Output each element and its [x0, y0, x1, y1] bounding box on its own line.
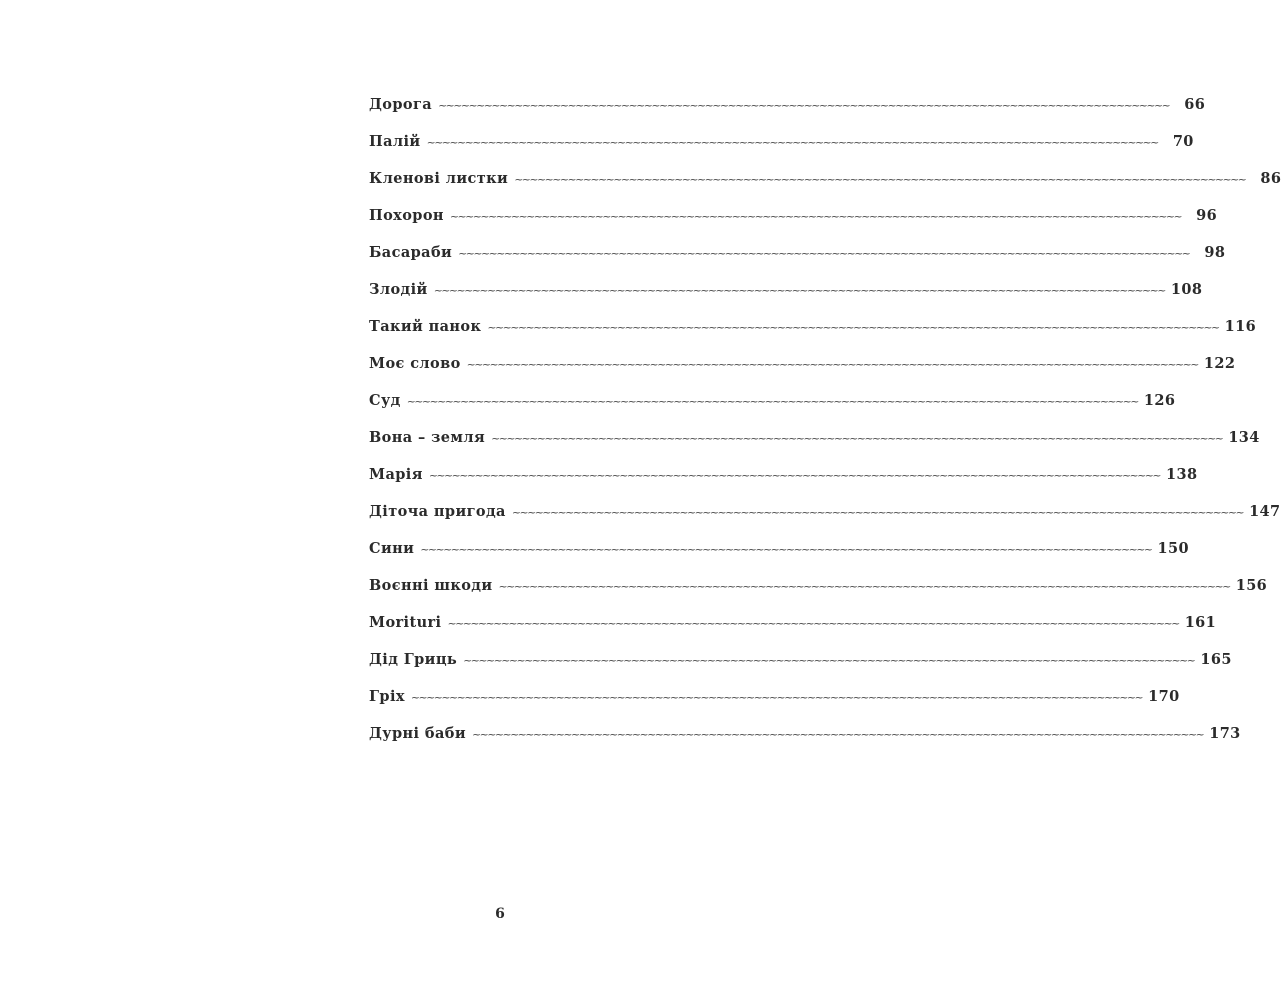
- toc-entry-page: 122: [1203, 355, 1236, 372]
- toc-entry-title: Басараби: [369, 244, 453, 261]
- toc-entry-title: Палій: [369, 133, 421, 150]
- toc-entry-title: Дід Гриць: [369, 651, 458, 668]
- toc-entry-page: 150: [1157, 540, 1189, 557]
- toc-entry-page: 98: [1204, 244, 1226, 261]
- toc-entry-leader: ~~~~~~~~~~~~~~~~~~~~~~~~~~~~~~~~~~~~~~~~~~~~~~~~~~~~~~~~~~~~~~~~~~~~~~~~~~~~~~~~~~~~~~~~~~~~~~~~: [447, 617, 1179, 630]
- toc-entry-leader: ~~~~~~~~~~~~~~~~~~~~~~~~~~~~~~~~~~~~~~~~~~~~~~~~~~~~~~~~~~~~~~~~~~~~~~~~~~~~~~~~~~~~~~~~~~~~~~~~: [471, 728, 1204, 741]
- toc-entry: [369, 604, 1217, 641]
- table-of-contents: [369, 86, 1281, 752]
- toc-entry-leader: ~~~~~~~~~~~~~~~~~~~~~~~~~~~~~~~~~~~~~~~~~~~~~~~~~~~~~~~~~~~~~~~~~~~~~~~~~~~~~~~~~~~~~~~~~~~~~~~~: [463, 654, 1195, 667]
- toc-entry-page: 116: [1224, 318, 1257, 335]
- toc-entry-title: Похорон: [369, 207, 444, 224]
- toc-entry-title: Діточа пригода: [369, 503, 506, 520]
- toc-entry: [369, 567, 1268, 604]
- toc-entry: [369, 530, 1189, 567]
- toc-entry-page: 134: [1228, 429, 1260, 446]
- toc-entry-title: Моє слово: [369, 355, 461, 372]
- toc-entry: [369, 493, 1281, 530]
- toc-entry-leader: ~~~~~~~~~~~~~~~~~~~~~~~~~~~~~~~~~~~~~~~~~~~~~~~~~~~~~~~~~~~~~~~~~~~~~~~~~~~~~~~~~~~~~~~~~~~~~~~~: [420, 543, 1152, 556]
- toc-entry: [369, 234, 1226, 271]
- toc-entry-page: 161: [1184, 614, 1217, 631]
- toc-entry-leader: ~~~~~~~~~~~~~~~~~~~~~~~~~~~~~~~~~~~~~~~~~~~~~~~~~~~~~~~~~~~~~~~~~~~~~~~~~~~~~~~~~~~~~~~~~~~~~~~~: [426, 136, 1158, 149]
- toc-entry: [369, 641, 1232, 678]
- toc-entry-title: Марія: [369, 466, 423, 483]
- toc-entry-page: 156: [1235, 577, 1268, 594]
- toc-entry: [369, 715, 1241, 752]
- toc-entry-title: Суд: [369, 392, 401, 409]
- toc-entry-leader: ~~~~~~~~~~~~~~~~~~~~~~~~~~~~~~~~~~~~~~~~~~~~~~~~~~~~~~~~~~~~~~~~~~~~~~~~~~~~~~~~~~~~~~~~~~~~~~~~: [438, 99, 1170, 112]
- toc-entry-title: Злодій: [369, 281, 428, 298]
- toc-entry: [369, 271, 1203, 308]
- toc-entry: [369, 345, 1236, 382]
- toc-entry-page: 86: [1260, 170, 1281, 187]
- toc-entry: [369, 123, 1194, 160]
- toc-entry-page: 66: [1184, 96, 1206, 113]
- toc-entry-title: Сини: [369, 540, 415, 557]
- toc-entry-leader: ~~~~~~~~~~~~~~~~~~~~~~~~~~~~~~~~~~~~~~~~~~~~~~~~~~~~~~~~~~~~~~~~~~~~~~~~~~~~~~~~~~~~~~~~~~~~~~~~: [449, 210, 1182, 223]
- toc-entry-page: 108: [1170, 281, 1203, 298]
- toc-entry-title: Morituri: [369, 614, 442, 631]
- toc-entry: [369, 419, 1260, 456]
- toc-entry: [369, 382, 1176, 419]
- page-number: 6: [495, 906, 505, 922]
- toc-entry-title: Такий панок: [369, 318, 482, 335]
- toc-entry-leader: ~~~~~~~~~~~~~~~~~~~~~~~~~~~~~~~~~~~~~~~~~~~~~~~~~~~~~~~~~~~~~~~~~~~~~~~~~~~~~~~~~~~~~~~~~~~~~~~~: [433, 284, 1165, 297]
- toc-entry: [369, 160, 1281, 197]
- toc-entry-leader: ~~~~~~~~~~~~~~~~~~~~~~~~~~~~~~~~~~~~~~~~~~~~~~~~~~~~~~~~~~~~~~~~~~~~~~~~~~~~~~~~~~~~~~~~~~~~~~~~: [406, 395, 1138, 408]
- toc-entry-leader: ~~~~~~~~~~~~~~~~~~~~~~~~~~~~~~~~~~~~~~~~~~~~~~~~~~~~~~~~~~~~~~~~~~~~~~~~~~~~~~~~~~~~~~~~~~~~~~~~: [487, 321, 1219, 334]
- toc-entry-title: Воєнні шкоди: [369, 577, 493, 594]
- toc-entry-title: Дурні баби: [369, 725, 466, 742]
- toc-entry-title: Гріх: [369, 688, 405, 705]
- toc-entry-page: 126: [1143, 392, 1176, 409]
- toc-entry-page: 96: [1196, 207, 1218, 224]
- toc-entry-leader: ~~~~~~~~~~~~~~~~~~~~~~~~~~~~~~~~~~~~~~~~~~~~~~~~~~~~~~~~~~~~~~~~~~~~~~~~~~~~~~~~~~~~~~~~~~~~~~~~: [466, 358, 1198, 371]
- toc-entry-page: 173: [1209, 725, 1241, 742]
- toc-entry-title: Кленові листки: [369, 170, 509, 187]
- toc-entry-title: Вона – земля: [369, 429, 486, 446]
- toc-entry-leader: ~~~~~~~~~~~~~~~~~~~~~~~~~~~~~~~~~~~~~~~~~~~~~~~~~~~~~~~~~~~~~~~~~~~~~~~~~~~~~~~~~~~~~~~~~~~~~~~~: [491, 432, 1223, 445]
- toc-entry-page: 170: [1148, 688, 1180, 705]
- toc-entry: [369, 308, 1257, 345]
- toc-entry: [369, 456, 1198, 493]
- toc-entry-leader: ~~~~~~~~~~~~~~~~~~~~~~~~~~~~~~~~~~~~~~~~~~~~~~~~~~~~~~~~~~~~~~~~~~~~~~~~~~~~~~~~~~~~~~~~~~~~~~~~: [511, 506, 1244, 519]
- toc-entry: [369, 197, 1218, 234]
- toc-entry: [369, 86, 1206, 123]
- toc-entry: [369, 678, 1180, 715]
- toc-entry-leader: ~~~~~~~~~~~~~~~~~~~~~~~~~~~~~~~~~~~~~~~~~~~~~~~~~~~~~~~~~~~~~~~~~~~~~~~~~~~~~~~~~~~~~~~~~~~~~~~~: [428, 469, 1161, 482]
- toc-entry-page: 165: [1200, 651, 1232, 668]
- toc-entry-leader: ~~~~~~~~~~~~~~~~~~~~~~~~~~~~~~~~~~~~~~~~~~~~~~~~~~~~~~~~~~~~~~~~~~~~~~~~~~~~~~~~~~~~~~~~~~~~~~~~: [498, 580, 1230, 593]
- toc-entry-title: Дорога: [369, 96, 433, 113]
- toc-entry-leader: ~~~~~~~~~~~~~~~~~~~~~~~~~~~~~~~~~~~~~~~~~~~~~~~~~~~~~~~~~~~~~~~~~~~~~~~~~~~~~~~~~~~~~~~~~~~~~~~~: [514, 173, 1246, 186]
- toc-entry-leader: ~~~~~~~~~~~~~~~~~~~~~~~~~~~~~~~~~~~~~~~~~~~~~~~~~~~~~~~~~~~~~~~~~~~~~~~~~~~~~~~~~~~~~~~~~~~~~~~~: [410, 691, 1143, 704]
- toc-entry-page: 138: [1166, 466, 1198, 483]
- toc-entry-page: 147: [1249, 503, 1281, 520]
- toc-entry-page: 70: [1172, 133, 1194, 150]
- toc-entry-leader: ~~~~~~~~~~~~~~~~~~~~~~~~~~~~~~~~~~~~~~~~~~~~~~~~~~~~~~~~~~~~~~~~~~~~~~~~~~~~~~~~~~~~~~~~~~~~~~~~: [458, 247, 1190, 260]
